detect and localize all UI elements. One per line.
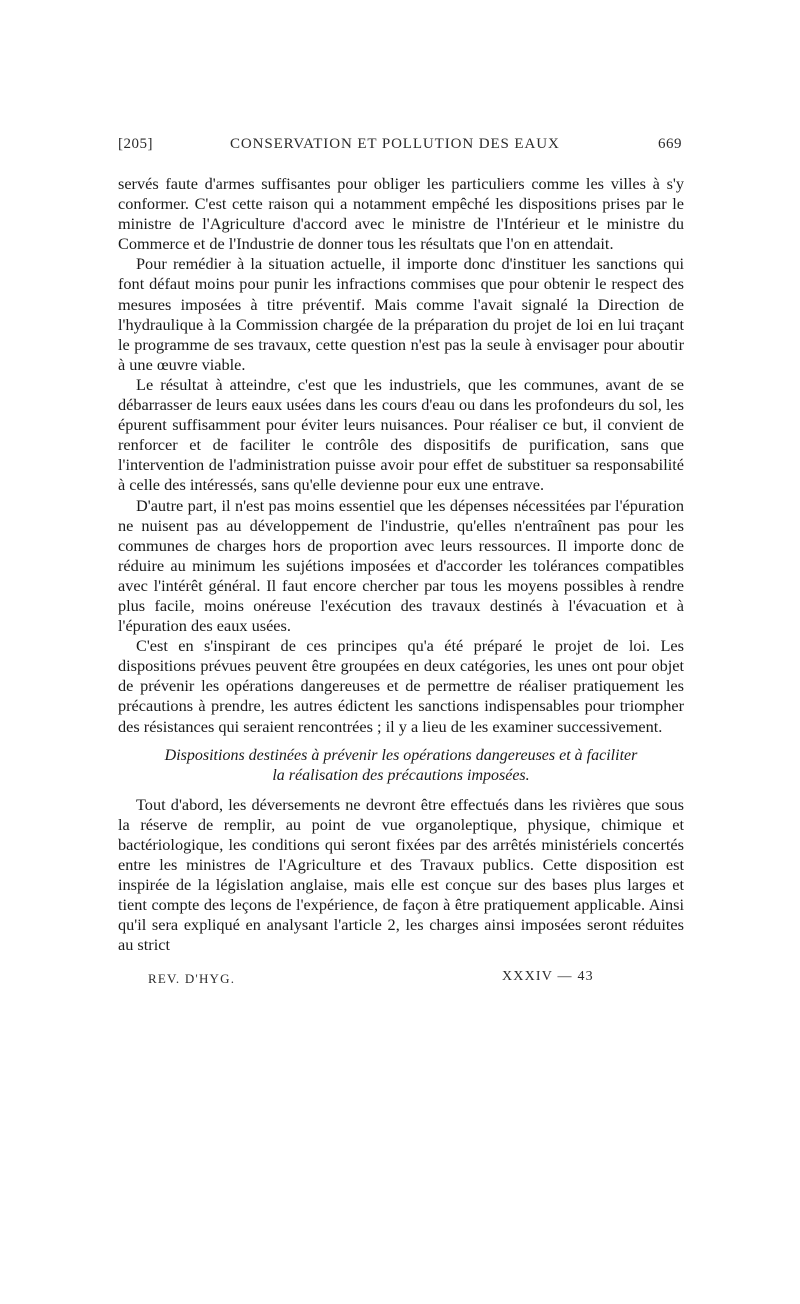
page [118, 132, 684, 991]
section-heading-line: la réalisation des précautions imposées. [272, 766, 530, 784]
page-number: 669 [658, 136, 682, 152]
paragraph: D'autre part, il n'est pas moins essentiel que les dépenses nécessitées par l'épuration ne nuisent pas au développement de l'industrie, qu'elles n'entraînent pas pour les communes de charges hors de proportion avec leurs ressources. Il importe donc de réduire au minimum les sujétions imposées et d'accorder les tolérances compatibles avec l'intérêt général. Il faut encore chercher par tous les moyens possibles à rendre plus facile, moins onéreuse l'exécution des travaux destinés à l'évacuation et à l'épuration des eaux usées. [118, 495, 684, 636]
paragraph: servés faute d'armes suffisantes pour obliger les particuliers comme les villes à s'y conformer. C'est cette raison qui a notamment empêché les dispositions prises par le ministre de l'Agriculture d'accord avec le ministre de l'Intérieur et le ministre du Commerce et de l'Industrie de donner tous les résultats que l'on en attendait. [118, 174, 684, 254]
signature-mark: XXXIV — 43 [502, 969, 594, 985]
paragraph: Le résultat à atteindre, c'est que les industriels, que les communes, avant de se débarrasser de leurs eaux usées dans les cours d'eau ou dans les profondeurs du sol, les épurent suffisamment pour éviter leurs nuisances. Pour réaliser ce but, il convient de renforcer et de faciliter le contrôle des dispositifs de purification, sans que l'intervention de l'administration puisse avoir pour effet de substituer sa responsabilité à celle des intéressés, sans qu'elle devienne pour eux une entrave. [118, 374, 684, 495]
page-reference: [205] [118, 136, 153, 152]
paragraph: Pour remédier à la situation actuelle, il importe donc d'instituer les sanctions qui font défaut moins pour punir les infractions commises que pour obtenir le respect des mesures imposées à titre préventif. Mais comme l'avait signalé la Direction de l'hydraulique à la Commission chargée de la préparation du projet de loi en lui traçant le programme de ses travaux, cette question n'est pas la seule à envisager pour aboutir à une œuvre viable. [118, 254, 684, 374]
running-title: CONSERVATION ET POLLUTION DES EAUX [230, 136, 560, 152]
paragraph: Tout d'abord, les déversements ne devront être effectués dans les rivières que sous la réserve de remplir, au point de vue organoleptique, physique, chimique et bactériologique, les conditions qui seront fixées par des arrêtés ministériels concertés entre les ministres de l'Agriculture et des Travaux publics. Cette disposition est inspirée de la législation anglaise, mais elle est conçue sur des bases plus larges et tient compte des leçons de l'expérience, de façon à être pratiquement applicable. Ainsi qu'il sera expliqué en analysant l'article 2, les charges ainsi imposées seront réduites au strict [118, 794, 684, 955]
body-text [118, 174, 684, 955]
section-heading-line: Dispositions destinées à prévenir les opérations dangereuses et à faciliter [164, 746, 638, 764]
footer [118, 967, 684, 991]
paragraph: C'est en s'inspirant de ces principes qu'a été préparé le projet de loi. Les dispositions prévues peuvent être groupées en deux catégories, les unes ont pour objet de prévenir les opérations dangereuses et de permettre de réaliser pratiquement les précautions à prendre, les autres édictent les sanctions indispensables pour triompher des résistances qui seraient rencontrées ; il y a lieu de les examiner successivement. [118, 636, 684, 736]
journal-abbreviation: REV. D'HYG. [148, 971, 236, 987]
running-head [118, 132, 684, 156]
section-heading [118, 746, 684, 786]
